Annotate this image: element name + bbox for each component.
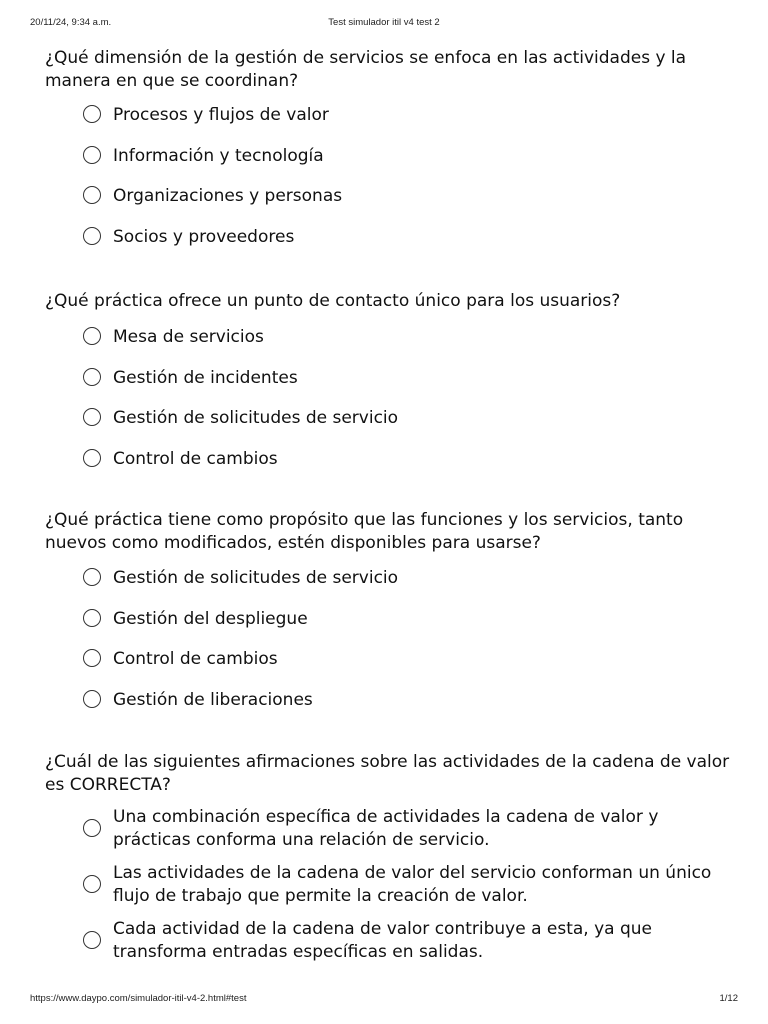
options-list: [45, 326, 735, 488]
option[interactable]: [45, 226, 735, 267]
option-label: Socios y proveedores: [113, 226, 295, 247]
option[interactable]: [45, 567, 735, 608]
radio-button-icon[interactable]: [83, 368, 101, 386]
radio-button-icon[interactable]: [83, 146, 101, 164]
option[interactable]: [45, 407, 735, 448]
option-label: Mesa de servicios: [113, 327, 264, 347]
option-label: Control de cambios: [113, 649, 278, 669]
radio-button-icon[interactable]: [83, 931, 101, 949]
question-2: [45, 290, 735, 488]
question-1: [45, 47, 735, 266]
options-list: [45, 806, 735, 974]
print-header: [0, 17, 768, 31]
radio-button-icon[interactable]: [83, 649, 101, 667]
radio-button-icon[interactable]: [83, 609, 101, 627]
option[interactable]: [45, 448, 735, 489]
question-text: ¿Qué práctica tiene como propósito que las funciones y los servicios, tanto nuevos como modificados, estén disponibles para usarse?: [45, 510, 684, 553]
option[interactable]: [45, 806, 735, 862]
option[interactable]: [45, 648, 735, 689]
option-label: Cada actividad de la cadena de valor contribuye a esta, ya que transforma entradas específicas en salidas.: [113, 919, 653, 962]
option-label: Organizaciones y personas: [113, 186, 343, 206]
option-label: Gestión de incidentes: [113, 367, 298, 388]
option[interactable]: [45, 185, 735, 226]
print-footer: [0, 993, 768, 1007]
radio-button-icon[interactable]: [83, 690, 101, 708]
radio-button-icon[interactable]: [83, 186, 101, 204]
question-text: ¿Qué dimensión de la gestión de servicios se enfoca en las actividades y la manera en que se coordinan?: [45, 48, 687, 91]
radio-button-icon[interactable]: [83, 568, 101, 586]
print-datetime: 20/11/24, 9:34 a.m.: [30, 17, 112, 28]
option[interactable]: [45, 326, 735, 367]
radio-button-icon[interactable]: [83, 819, 101, 837]
question-4: [45, 751, 735, 974]
option-label: Gestión de solicitudes de servicio: [113, 568, 399, 588]
option[interactable]: [45, 918, 735, 974]
radio-button-icon[interactable]: [83, 227, 101, 245]
option-label: Procesos y flujos de valor: [113, 105, 329, 125]
question-text: ¿Qué práctica ofrece un punto de contacto único para los usuarios?: [45, 291, 621, 311]
question-text: ¿Cuál de las siguientes afirmaciones sobre las actividades de la cadena de valor es CORRECTA?: [45, 752, 730, 795]
document-title: Test simulador itil v4 test 2: [328, 17, 440, 28]
radio-button-icon[interactable]: [83, 449, 101, 467]
option[interactable]: [45, 689, 735, 730]
radio-button-icon[interactable]: [83, 105, 101, 123]
option-label: Gestión de liberaciones: [113, 689, 313, 710]
option[interactable]: [45, 608, 735, 649]
option[interactable]: [45, 367, 735, 408]
page-number: 1/12: [719, 993, 738, 1004]
option-label: Gestión de solicitudes de servicio: [113, 408, 399, 428]
radio-button-icon[interactable]: [83, 327, 101, 345]
option[interactable]: [45, 145, 735, 186]
option[interactable]: [45, 104, 735, 145]
option-label: Gestión del despliegue: [113, 608, 308, 629]
options-list: [45, 104, 735, 266]
option-label: Control de cambios: [113, 448, 278, 469]
radio-button-icon[interactable]: [83, 875, 101, 893]
option-label: Información y tecnología: [113, 145, 324, 166]
option-label: Las actividades de la cadena de valor del servicio conforman un único flujo de trabajo que permite la creación de valor.: [113, 863, 712, 906]
options-list: [45, 567, 735, 729]
option-label: Una combinación específica de actividades la cadena de valor y prácticas conforma una relación de servicio.: [113, 807, 659, 850]
question-3: [45, 509, 735, 729]
option[interactable]: [45, 862, 735, 918]
radio-button-icon[interactable]: [83, 408, 101, 426]
page-url[interactable]: https://www.daypo.com/simulador-itil-v4-2.html#test: [30, 993, 247, 1004]
